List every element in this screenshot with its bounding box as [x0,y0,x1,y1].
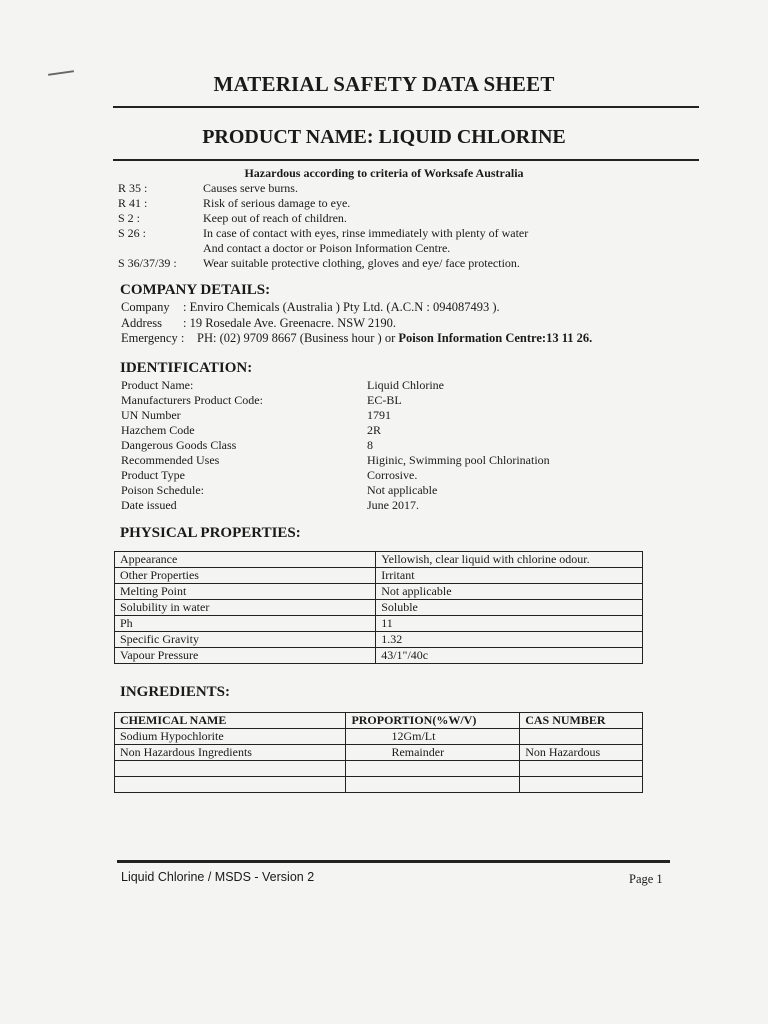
table-row [115,584,643,600]
id-label: Recommended Uses [121,453,220,467]
property-cell: Specific Gravity [115,632,376,648]
physical-heading: PHYSICAL PROPERTIES: [120,525,301,541]
id-label: UN Number [121,408,181,422]
id-label: Product Type [121,468,185,482]
table-row [115,600,643,616]
cas-cell [520,761,643,777]
emergency-value [197,331,592,346]
id-value: 8 [367,438,373,452]
hazard-text: Risk of serious damage to eye. [203,196,351,210]
hazard-code: R 35 : [118,181,148,195]
property-cell: Melting Point [115,584,376,600]
table-row [115,777,643,793]
hazard-code: S 26 : [118,226,147,240]
id-value: Liquid Chlorine [367,378,444,392]
footer-rule [117,860,670,863]
id-value: 1791 [367,408,391,422]
chemical-name-cell [115,761,346,777]
property-cell: Ph [115,616,376,632]
proportion-cell [346,761,520,777]
hazard-code: S 2 : [118,211,141,225]
id-value: Not applicable [367,483,438,497]
hazard-code: S 36/37/39 : [118,256,177,270]
value-cell: 1.32 [376,632,643,648]
title-rule [113,106,699,108]
identification-heading: IDENTIFICATION: [120,360,253,376]
id-value: June 2017. [367,498,419,512]
column-header: PROPORTION(%W/V) [346,713,520,729]
hazard-text: Causes serve burns. [203,181,298,195]
id-value: EC-BL [367,393,402,407]
id-value: 2R [367,423,382,437]
footer-page-number: Page 1 [629,872,663,886]
company-heading: COMPANY DETAILS: [120,282,271,298]
table-row [115,729,643,745]
value-cell: Yellowish, clear liquid with chlorine odour. [376,552,643,568]
table-row [115,648,643,664]
table-row [115,632,643,648]
property-cell: Vapour Pressure [115,648,376,664]
proportion-cell: 12Gm/Lt [346,729,520,745]
product-rule [113,159,699,161]
table-row [115,552,643,568]
footer-document-version: Liquid Chlorine / MSDS - Version 2 [121,870,315,884]
proportion-cell [346,777,520,793]
table-row [115,745,643,761]
chemical-name-cell: Non Hazardous Ingredients [115,745,346,761]
cas-cell [520,729,643,745]
address-label: Address [121,316,162,330]
value-cell: Irritant [376,568,643,584]
table-row [115,761,643,777]
column-header: CHEMICAL NAME [115,713,346,729]
ingredients-table [114,712,643,793]
property-cell: Solubility in water [115,600,376,616]
emergency-phone: PH: (02) 9709 8667 (Business hour ) or [197,331,399,345]
ingredients-heading: INGREDIENTS: [120,684,231,700]
company-value: : Enviro Chemicals (Australia ) Pty Ltd. (A.C.N : 094087493 ). [183,300,500,314]
value-cell: 43/1"/40c [376,648,643,664]
product-title: PRODUCT NAME: LIQUID CHLORINE [202,126,566,148]
property-cell: Other Properties [115,568,376,584]
address-value: : 19 Rosedale Ave. Greenacre. NSW 2190. [183,316,397,330]
cas-cell: Non Hazardous [520,745,643,761]
hazard-text: And contact a doctor or Poison Information Centre. [203,241,451,255]
id-label: Manufacturers Product Code: [121,393,263,407]
proportion-cell: Remainder [346,745,520,761]
hazard-heading: Hazardous according to criteria of Worksafe Australia [244,166,524,180]
property-cell: Appearance [115,552,376,568]
id-label: Product Name: [121,378,194,392]
poison-centre: Poison Information Centre:13 11 26. [398,331,593,345]
chemical-name-cell [115,777,346,793]
table-row [115,568,643,584]
value-cell: Soluble [376,600,643,616]
document-title: MATERIAL SAFETY DATA SHEET [213,72,555,96]
value-cell: Not applicable [376,584,643,600]
id-value: Corrosive. [367,468,418,482]
table-header-row [115,713,643,729]
id-label: Dangerous Goods Class [121,438,237,452]
id-label: Hazchem Code [121,423,195,437]
hazard-text: Wear suitable protective clothing, gloves and eye/ face protection. [203,256,520,270]
physical-properties-table [114,551,643,664]
id-label: Poison Schedule: [121,483,204,497]
id-value: Higinic, Swimming pool Chlorination [367,453,550,467]
hazard-code: R 41 : [118,196,148,210]
chemical-name-cell: Sodium Hypochlorite [115,729,346,745]
table-row [115,616,643,632]
emergency-label: Emergency : [121,331,185,345]
hazard-text: Keep out of reach of children. [203,211,347,225]
column-header: CAS NUMBER [520,713,643,729]
cas-cell [520,777,643,793]
company-label: Company [121,300,170,314]
id-label: Date issued [121,498,177,512]
value-cell: 11 [376,616,643,632]
hazard-text: In case of contact with eyes, rinse immediately with plenty of water [203,226,529,240]
